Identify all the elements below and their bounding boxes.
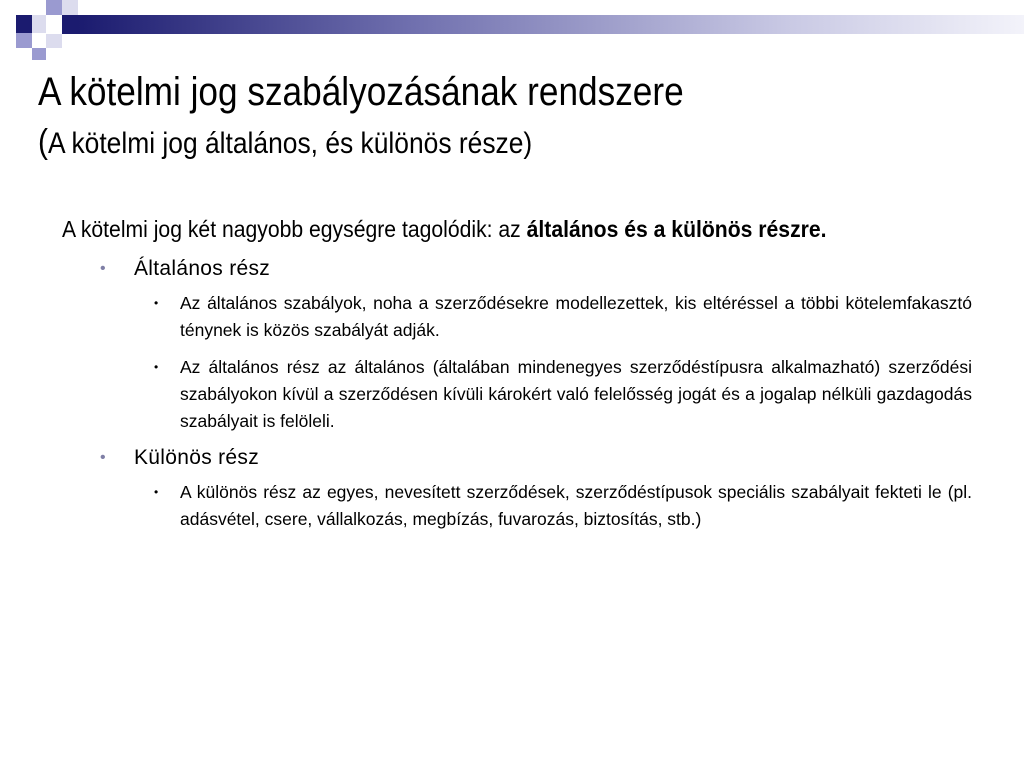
bullet-icon: • [154, 296, 159, 310]
section-heading-general [62, 254, 974, 284]
deco-square [62, 0, 78, 15]
deco-square [46, 0, 62, 15]
section-heading-special [62, 443, 974, 473]
bullet-icon: • [100, 260, 106, 277]
list-item-text: A különös rész az egyes, nevesített szerződések, szerződéstípusok speciális szabályait fekteti le (pl. adásvétel, csere, vállalkozás, megbízás, fuvarozás, biztosítás, stb.) [180, 482, 972, 529]
subtitle-text: A kötelmi jog általános, és különös része) [47, 127, 533, 160]
list-item-text: Az általános rész az általános (általában mindenegyes szerződéstípusra alkalmazható) szerződési szabályokon kívül a szerződésen kívüli károkért való felelősség jogát és a jogalap nélküli gazdagodás szabályait is felöleli. [180, 357, 972, 431]
list-item [154, 354, 972, 435]
bullet-icon: • [154, 485, 159, 499]
list-item [154, 479, 972, 533]
subtitle-open-paren: ( [38, 123, 48, 161]
bullet-icon: • [154, 360, 159, 374]
header-gradient-band [78, 15, 1024, 34]
bullet-icon: • [100, 449, 106, 466]
section-heading-label: Különös rész [134, 446, 259, 469]
deco-square [46, 34, 62, 48]
deco-square [32, 15, 46, 33]
list-item [154, 290, 972, 344]
list-item-text: Az általános szabályok, noha a szerződésekre modellezettek, kis eltéréssel a többi kötelemfakasztó ténynek is közös szabályát adják. [180, 293, 972, 340]
section-heading-label: Általános rész [134, 257, 271, 280]
deco-square [32, 48, 46, 60]
deco-square [62, 15, 78, 34]
lead-normal-text: A kötelmi jog két nagyobb egységre tagolódik: az [62, 216, 527, 242]
deco-square [16, 15, 32, 33]
deco-square [16, 33, 32, 48]
slide-body [62, 212, 974, 533]
lead-paragraph [62, 212, 840, 246]
slide-title: A kötelmi jog szabályozásának rendszere [38, 70, 684, 114]
lead-bold-text: általános és a különös részre. [526, 216, 827, 242]
header-decoration [0, 0, 1024, 60]
slide-subtitle [38, 120, 532, 166]
